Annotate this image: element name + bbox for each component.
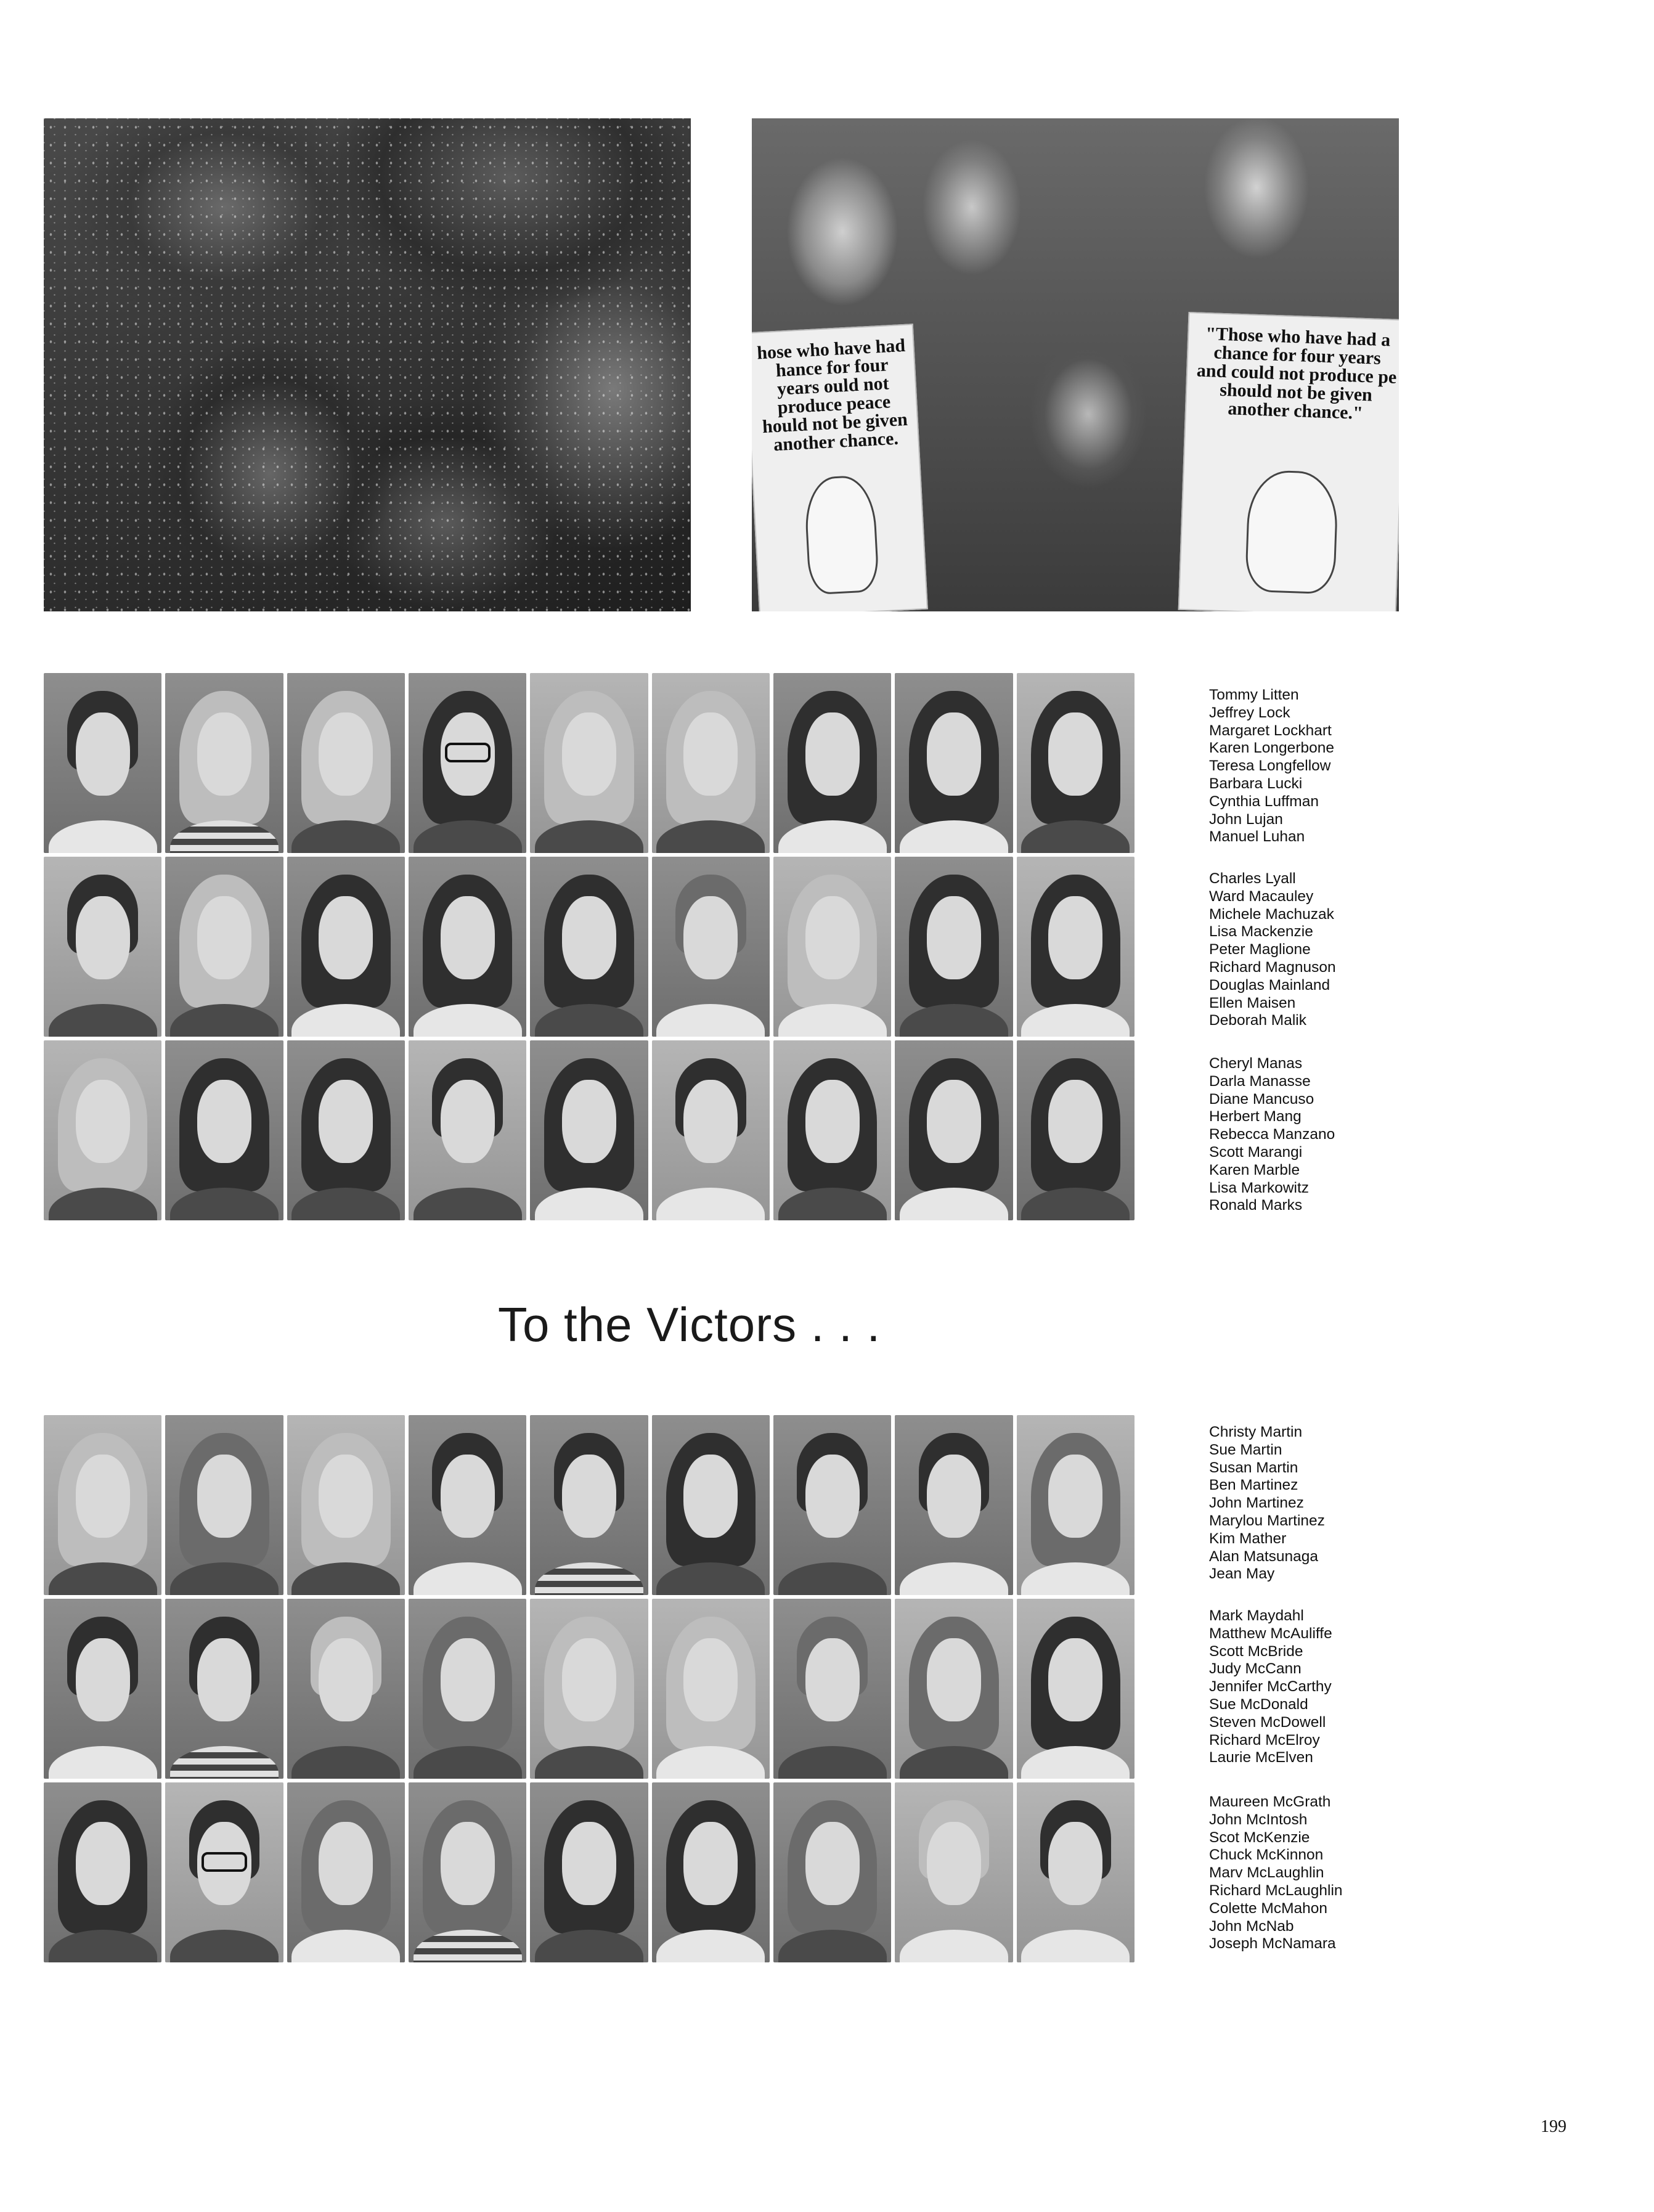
portrait bbox=[409, 857, 526, 1037]
student-name: Colette McMahon bbox=[1209, 1900, 1328, 1917]
student-name: Ellen Maisen bbox=[1209, 994, 1296, 1011]
student-name: Douglas Mainland bbox=[1209, 976, 1330, 994]
student-name: Christy Martin bbox=[1209, 1424, 1303, 1440]
portrait bbox=[530, 1040, 648, 1220]
portrait bbox=[652, 673, 770, 853]
portrait bbox=[1017, 1415, 1135, 1595]
portrait bbox=[165, 1040, 283, 1220]
portrait bbox=[409, 1415, 526, 1595]
portrait bbox=[165, 857, 283, 1037]
portrait bbox=[1017, 857, 1135, 1037]
student-name: Richard Magnuson bbox=[1209, 958, 1336, 976]
portrait bbox=[44, 1040, 161, 1220]
portrait bbox=[773, 1040, 891, 1220]
students-holding-posters-photo bbox=[752, 118, 1399, 611]
portrait bbox=[652, 1782, 770, 1962]
student-name: Marv McLaughlin bbox=[1209, 1864, 1324, 1882]
name-list-bottom-1 bbox=[1209, 1424, 1412, 1583]
confetti-overlay bbox=[44, 118, 691, 611]
student-name: John McIntosh bbox=[1209, 1811, 1308, 1828]
portrait bbox=[895, 1415, 1012, 1595]
student-name: Judy McCann bbox=[1209, 1660, 1302, 1678]
student-name: Karen Longerbone bbox=[1209, 740, 1334, 757]
section-heading: To the Victors . . . bbox=[498, 1297, 881, 1352]
student-name: John Martinez bbox=[1209, 1495, 1304, 1512]
student-name: Ronald Marks bbox=[1209, 1197, 1303, 1214]
portrait bbox=[895, 1599, 1012, 1779]
student-name: Rebecca Manzano bbox=[1209, 1126, 1335, 1143]
student-name: Barbara Lucki bbox=[1209, 775, 1303, 792]
student-name: Alan Matsunaga bbox=[1209, 1548, 1319, 1565]
student-name: Manuel Luhan bbox=[1209, 828, 1305, 846]
student-name: Margaret Lockhart bbox=[1209, 722, 1332, 739]
student-name: Chuck McKinnon bbox=[1209, 1847, 1324, 1864]
student-name: Michele Machuzak bbox=[1209, 905, 1334, 923]
portrait bbox=[530, 1782, 648, 1962]
name-list-bottom-2 bbox=[1209, 1607, 1412, 1767]
student-name: Charles Lyall bbox=[1209, 870, 1296, 887]
portrait bbox=[409, 1782, 526, 1962]
student-name: Scott McBride bbox=[1209, 1643, 1303, 1660]
portrait bbox=[895, 1782, 1012, 1962]
portrait bbox=[44, 673, 161, 853]
student-name: Marylou Martinez bbox=[1209, 1512, 1325, 1529]
portrait bbox=[895, 673, 1012, 853]
student-name: Richard McElroy bbox=[1209, 1731, 1320, 1749]
portrait bbox=[773, 673, 891, 853]
portrait bbox=[287, 1040, 405, 1220]
name-list-top-3 bbox=[1209, 1055, 1412, 1215]
portrait bbox=[652, 1415, 770, 1595]
student-name: Richard McLaughlin bbox=[1209, 1882, 1343, 1899]
portrait bbox=[287, 1599, 405, 1779]
portrait bbox=[287, 1415, 405, 1595]
student-name: Teresa Longfellow bbox=[1209, 757, 1331, 775]
student-name: Darla Manasse bbox=[1209, 1072, 1311, 1090]
portrait bbox=[773, 1599, 891, 1779]
portrait bbox=[895, 1040, 1012, 1220]
student-name: Lisa Markowitz bbox=[1209, 1179, 1310, 1196]
student-name: Maureen McGrath bbox=[1209, 1794, 1331, 1810]
portrait bbox=[44, 1415, 161, 1595]
portrait bbox=[773, 857, 891, 1037]
portrait bbox=[773, 1415, 891, 1595]
portrait bbox=[530, 857, 648, 1037]
student-name: Mark Maydahl bbox=[1209, 1607, 1304, 1624]
portrait bbox=[287, 673, 405, 853]
portrait bbox=[652, 1040, 770, 1220]
left-poster bbox=[752, 324, 928, 611]
portrait bbox=[895, 857, 1012, 1037]
student-name: Sue McDonald bbox=[1209, 1696, 1308, 1713]
portrait bbox=[530, 1599, 648, 1779]
student-name: Joseph McNamara bbox=[1209, 1935, 1336, 1953]
portrait bbox=[652, 857, 770, 1037]
student-name: Matthew McAuliffe bbox=[1209, 1625, 1332, 1642]
student-name: Diane Mancuso bbox=[1209, 1090, 1314, 1108]
student-name: Ward Macauley bbox=[1209, 888, 1314, 905]
caricature-drawing bbox=[804, 475, 880, 595]
student-name: Laurie McElven bbox=[1209, 1749, 1313, 1766]
page-number: 199 bbox=[1541, 2117, 1566, 2136]
student-name: Kim Mather bbox=[1209, 1530, 1287, 1547]
student-name: Scot McKenzie bbox=[1209, 1829, 1310, 1846]
student-name: Jennifer McCarthy bbox=[1209, 1678, 1332, 1696]
portrait bbox=[409, 1040, 526, 1220]
portrait bbox=[1017, 1599, 1135, 1779]
portrait bbox=[165, 673, 283, 853]
portrait bbox=[44, 857, 161, 1037]
portrait bbox=[530, 673, 648, 853]
portrait bbox=[530, 1415, 648, 1595]
right-poster-text: "Those who have had a chance for four years and could not produce pe should not be given another chance." bbox=[1196, 323, 1397, 423]
name-list-top-2 bbox=[1209, 870, 1412, 1030]
student-name: Cheryl Manas bbox=[1209, 1055, 1303, 1072]
student-name: Ben Martinez bbox=[1209, 1477, 1298, 1494]
portrait-grid-top bbox=[44, 673, 1135, 1220]
student-name: Herbert Mang bbox=[1209, 1108, 1302, 1125]
student-name: Jeffrey Lock bbox=[1209, 704, 1290, 721]
portrait bbox=[409, 673, 526, 853]
portrait bbox=[44, 1599, 161, 1779]
student-name: Susan Martin bbox=[1209, 1459, 1298, 1476]
name-list-bottom-3 bbox=[1209, 1794, 1412, 1953]
student-name: Peter Maglione bbox=[1209, 941, 1311, 958]
student-name: Steven McDowell bbox=[1209, 1713, 1326, 1731]
student-name: Scott Marangi bbox=[1209, 1143, 1303, 1161]
student-name: John Lujan bbox=[1209, 810, 1283, 828]
left-poster-text: hose who have had hance for four years ould not produce peace hould not be given another chance. bbox=[756, 335, 908, 455]
portrait bbox=[165, 1782, 283, 1962]
portrait bbox=[165, 1599, 283, 1779]
caricature-drawing bbox=[1245, 469, 1339, 594]
student-name: Lisa Mackenzie bbox=[1209, 923, 1313, 941]
portrait bbox=[773, 1782, 891, 1962]
portrait bbox=[409, 1599, 526, 1779]
student-name: Jean May bbox=[1209, 1565, 1275, 1583]
right-poster bbox=[1178, 312, 1399, 611]
student-name: Cynthia Luffman bbox=[1209, 793, 1319, 810]
student-name: John McNab bbox=[1209, 1917, 1294, 1935]
student-name: Sue Martin bbox=[1209, 1441, 1282, 1458]
portrait bbox=[165, 1415, 283, 1595]
portrait bbox=[287, 1782, 405, 1962]
portrait bbox=[1017, 1782, 1135, 1962]
portrait bbox=[44, 1782, 161, 1962]
portrait-grid-bottom bbox=[44, 1415, 1135, 1962]
student-name: Karen Marble bbox=[1209, 1161, 1300, 1178]
student-name: Tommy Litten bbox=[1209, 687, 1299, 703]
portrait bbox=[652, 1599, 770, 1779]
crowd-celebration-photo bbox=[44, 118, 691, 611]
portrait bbox=[1017, 1040, 1135, 1220]
portrait bbox=[1017, 673, 1135, 853]
student-name: Deborah Malik bbox=[1209, 1012, 1306, 1029]
name-list-top-1 bbox=[1209, 687, 1412, 846]
portrait bbox=[287, 857, 405, 1037]
